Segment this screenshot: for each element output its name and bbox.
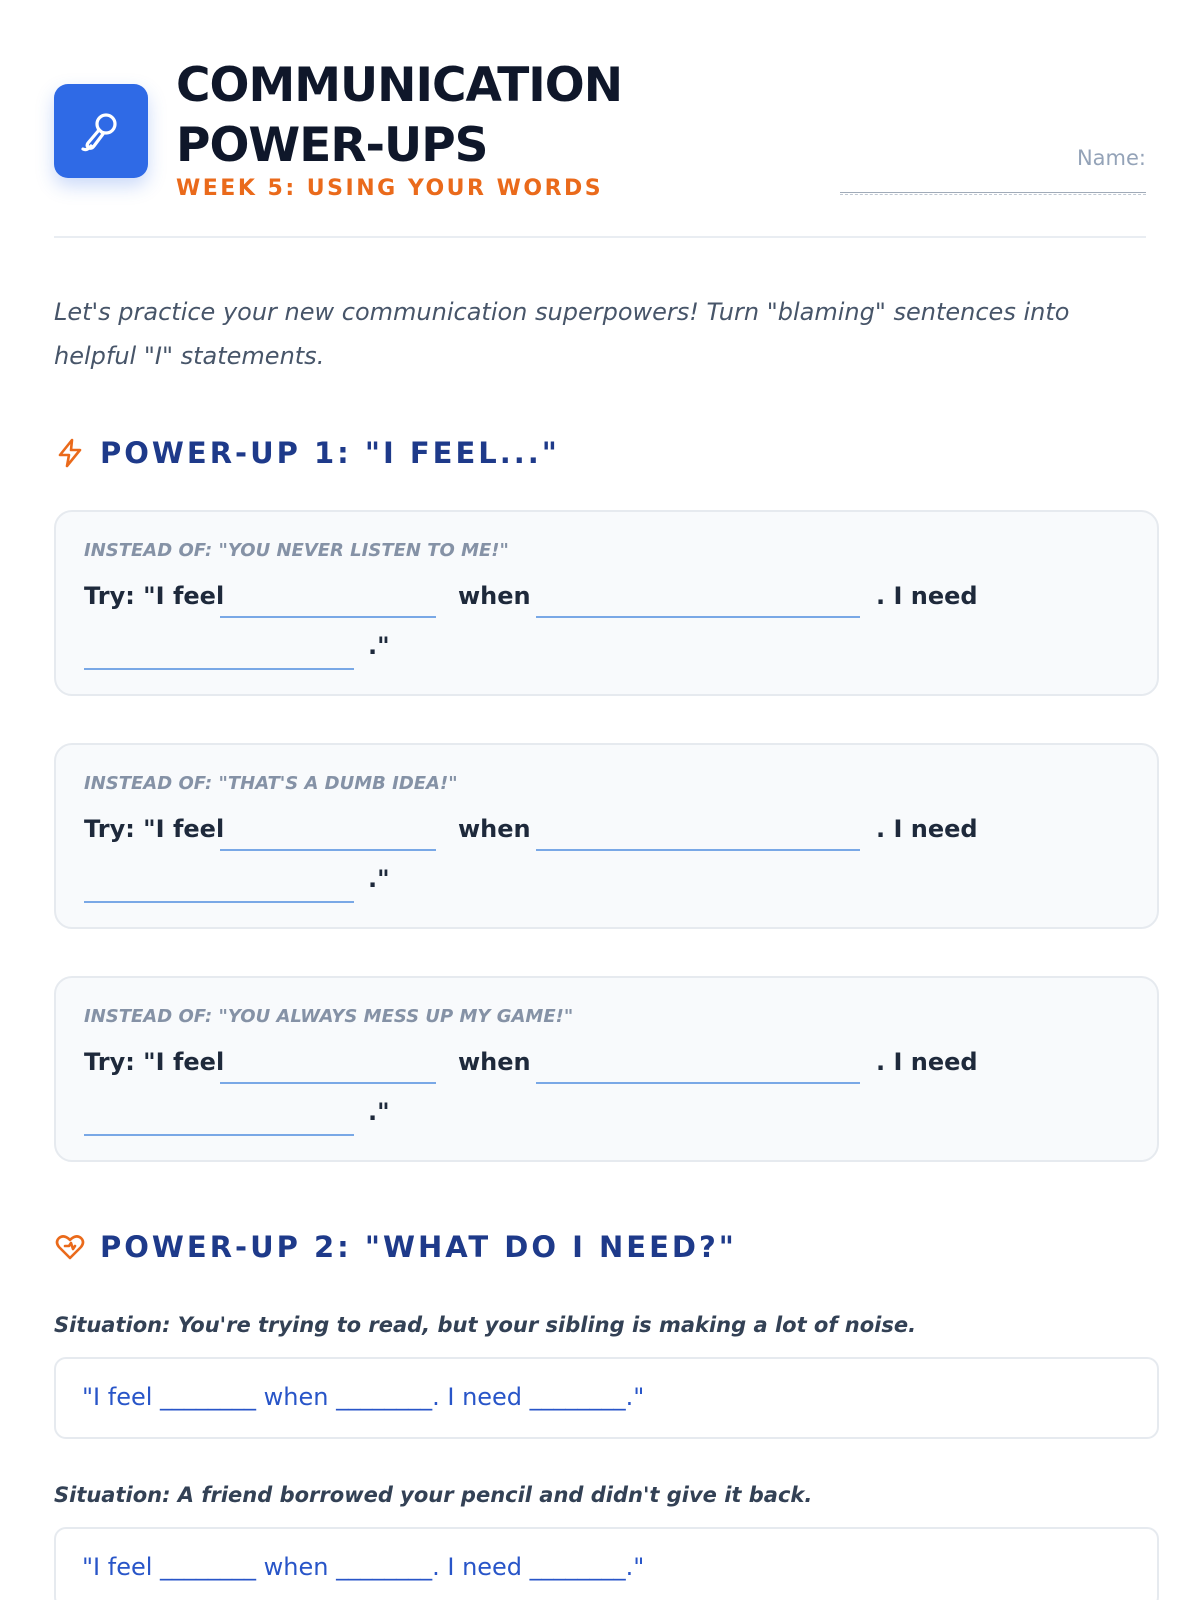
section-power-up-1 (54, 436, 560, 470)
feel-blank[interactable] (220, 849, 436, 851)
answer-box[interactable] (54, 1357, 1159, 1439)
closing-quote: ." (368, 632, 390, 660)
section-title: POWER-UP 2: "WHAT DO I NEED?" (100, 1230, 737, 1264)
instead-of-prompt: INSTEAD OF: "YOU ALWAYS MESS UP MY GAME!" (84, 1006, 574, 1027)
situation-text: Situation: A friend borrowed your pencil and didn't give it back. (54, 1483, 813, 1507)
worksheet-header (54, 56, 1146, 238)
answer-template: "I feel ________ when ________. I need ________." (82, 1553, 645, 1581)
page-title-line2: POWER-UPS (176, 118, 488, 173)
microphone-icon (77, 107, 125, 155)
when-blank[interactable] (536, 616, 860, 618)
when-label: when (458, 1048, 531, 1076)
instead-of-prompt: INSTEAD OF: "THAT'S A DUMB IDEA!" (84, 773, 458, 794)
need-blank[interactable] (84, 901, 354, 903)
closing-quote: ." (368, 865, 390, 893)
name-label: Name: (1076, 146, 1146, 170)
name-field[interactable] (840, 179, 1146, 193)
try-label: Try: "I feel (84, 1048, 225, 1076)
lightning-icon (54, 437, 86, 469)
answer-template: "I feel ________ when ________. I need ________." (82, 1383, 645, 1411)
feel-blank[interactable] (220, 616, 436, 618)
when-blank[interactable] (536, 849, 860, 851)
answer-box[interactable] (54, 1527, 1159, 1600)
when-blank[interactable] (536, 1082, 860, 1084)
exercise-card (54, 743, 1159, 929)
when-label: when (458, 582, 531, 610)
situation-text: Situation: You're trying to read, but your sibling is making a lot of noise. (54, 1313, 917, 1337)
need-blank[interactable] (84, 668, 354, 670)
logo-badge (54, 84, 148, 178)
try-label: Try: "I feel (84, 815, 225, 843)
heart-icon (54, 1231, 86, 1263)
page-title-line1: COMMUNICATION (176, 58, 623, 113)
when-label: when (458, 815, 531, 843)
need-label: . I need (876, 1048, 978, 1076)
try-label: Try: "I feel (84, 582, 225, 610)
instead-of-prompt: INSTEAD OF: "YOU NEVER LISTEN TO ME!" (84, 540, 509, 561)
closing-quote: ." (368, 1098, 390, 1126)
section-title: POWER-UP 1: "I FEEL..." (100, 436, 560, 470)
need-label: . I need (876, 815, 978, 843)
feel-blank[interactable] (220, 1082, 436, 1084)
exercise-card (54, 976, 1159, 1162)
need-blank[interactable] (84, 1134, 354, 1136)
page-subtitle: WEEK 5: USING YOUR WORDS (176, 176, 604, 201)
exercise-card (54, 510, 1159, 696)
intro-text: Let's practice your new communication superpowers! Turn "blaming" sentences into helpful "I" statements. (54, 298, 1070, 370)
need-label: . I need (876, 582, 978, 610)
section-power-up-2 (54, 1230, 737, 1264)
